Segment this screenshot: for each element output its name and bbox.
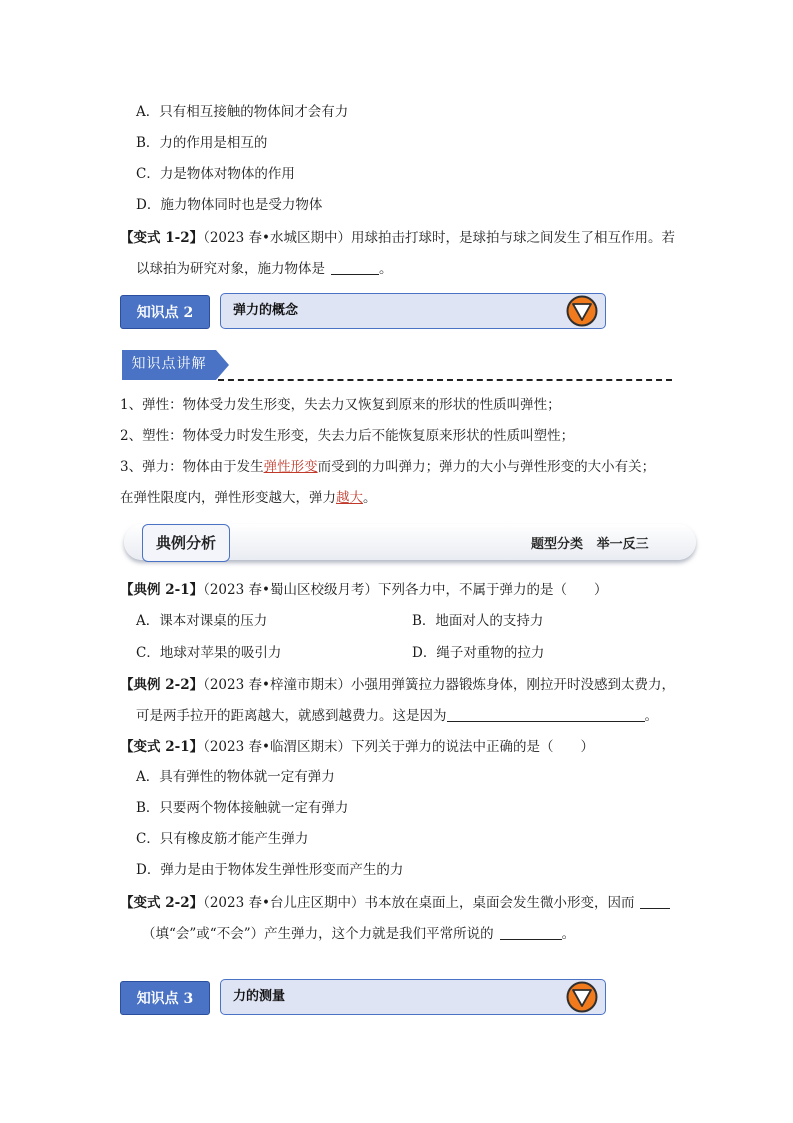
example-2-1-option-a: A．课本对课桌的压力 xyxy=(136,613,268,629)
variant-1-2-tail: 。 xyxy=(379,261,393,277)
example-analysis-tab: 典例分析 xyxy=(142,524,230,562)
example-2-1-source: （2023 春•蜀山区校级月考） xyxy=(203,582,378,598)
explanation-e3-pre: 3、弹力：物体由于发生 xyxy=(120,459,264,475)
explanation-elastic-force xyxy=(120,458,655,476)
explanation-e4-pre: 在弹性限度内，弹性形变越大，弹力 xyxy=(120,490,336,506)
ribbon-label: 知识点讲解 xyxy=(131,356,207,372)
answer-blank[interactable] xyxy=(331,260,379,275)
example-2-1-option-b: B．地面对人的支持力 xyxy=(412,613,544,629)
example-2-2-source: （2023 春•梓潼市期末） xyxy=(203,677,351,693)
variant-2-1-text: 下列关于弹力的说法中正确的是（ ） xyxy=(350,739,594,755)
example-2-2-tag: 【典例 2-2】 xyxy=(120,677,204,693)
option-c: C．力是物体对物体的作用 xyxy=(136,166,295,182)
variant-2-1-option-d: D．弹力是由于物体发生弹性形变而产生的力 xyxy=(136,862,404,878)
kp2-title: 弹力的概念 xyxy=(233,303,299,318)
example-2-1-option-c: C．地球对苹果的吸引力 xyxy=(136,645,282,661)
answer-blank[interactable] xyxy=(447,707,645,722)
explanation-plasticity: 2、塑性：物体受力时发生形变，失去力后不能恢复原来形状的性质叫塑性； xyxy=(120,428,575,444)
example-2-1-text: 下列各力中，不属于弹力的是（ ） xyxy=(377,582,608,598)
variant-1-2-line1 xyxy=(120,229,675,247)
variant-2-1-option-a: A．具有弹性的物体就一定有弹力 xyxy=(136,769,335,785)
banner-right2: 举一反三 xyxy=(596,537,649,552)
example-2-2-line1 xyxy=(120,676,675,694)
option-a: A．只有相互接触的物体间才会有力 xyxy=(136,104,349,120)
explanation-ribbon xyxy=(122,349,232,381)
banner-subtitle xyxy=(531,533,649,552)
example-2-1-question xyxy=(120,581,607,599)
kp2-label: 知识点 2 xyxy=(120,295,210,329)
variant-2-2-line2 xyxy=(142,925,575,943)
variant-2-2-line1 xyxy=(120,894,670,912)
kp3-bar xyxy=(220,979,606,1015)
explanation-e4-post: 。 xyxy=(363,490,377,506)
dashed-divider xyxy=(218,379,672,381)
kp3-title: 力的测量 xyxy=(233,989,286,1004)
example-2-1-tag: 【典例 2-1】 xyxy=(120,582,204,598)
variant-2-2-tail: 。 xyxy=(561,926,576,942)
variant-2-2-source: （2023 春•台儿庄区期中） xyxy=(203,895,365,911)
variant-2-1-tag: 【变式 2-1】 xyxy=(120,739,204,755)
answer-blank[interactable] xyxy=(640,894,670,909)
variant-2-1-source: （2023 春•临渭区期末） xyxy=(203,739,351,755)
example-2-1-option-d: D．绳子对重物的拉力 xyxy=(412,645,545,661)
variant-1-2-text2: 以球拍为研究对象，施力物体是 xyxy=(136,261,325,277)
explanation-limit xyxy=(120,489,377,507)
explanation-elasticity: 1、弹性：物体受力发生形变，失去力又恢复到原来的形状的性质叫弹性； xyxy=(120,397,561,413)
variant-2-1-question xyxy=(120,738,594,756)
banner-right1: 题型分类 xyxy=(531,537,584,552)
variant-1-2-line2 xyxy=(136,260,393,278)
example-2-2-text2: 可是两手拉开的距离越大，就感到越费力。这是因为 xyxy=(136,708,447,724)
variant-2-1-option-c: C．只有橡皮筋才能产生弹力 xyxy=(136,831,309,847)
variant-2-1-option-b: B．只要两个物体接触就一定有弹力 xyxy=(136,800,349,816)
kp3-label: 知识点 3 xyxy=(120,981,210,1015)
option-d: D．施力物体同时也是受力物体 xyxy=(136,197,323,213)
triangle-down-icon[interactable] xyxy=(566,295,598,327)
example-2-2-line2 xyxy=(136,707,658,725)
answer-blank[interactable] xyxy=(500,925,562,940)
kp2-bar xyxy=(220,293,606,329)
triangle-down-icon[interactable] xyxy=(566,981,598,1013)
explanation-e3-post: 而受到的力叫弹力；弹力的大小与弹性形变的大小有关； xyxy=(317,459,656,475)
variant-2-2-text1: 书本放在桌面上，桌面会发生微小形变，因而 xyxy=(364,895,635,911)
highlight-elastic-deformation: 弹性形变 xyxy=(263,459,318,475)
variant-1-2-source: （2023 春•水城区期中） xyxy=(203,230,351,246)
variant-2-2-tag: 【变式 2-2】 xyxy=(120,895,204,911)
variant-1-2-text1: 用球拍击打球时，是球拍与球之间发生了相互作用。若 xyxy=(350,230,675,246)
option-b: B．力的作用是相互的 xyxy=(136,135,268,151)
example-2-2-text1: 小强用弹簧拉力器锻炼身体，刚拉开时没感到太费力， xyxy=(350,677,675,693)
variant-1-2-tag: 【变式 1-2】 xyxy=(120,230,204,246)
example-2-2-tail: 。 xyxy=(644,708,658,724)
highlight-larger: 越大 xyxy=(336,490,363,506)
variant-2-2-text2: （填“会”或“不会”）产生弹力，这个力就是我们平常所说的 xyxy=(142,926,494,942)
